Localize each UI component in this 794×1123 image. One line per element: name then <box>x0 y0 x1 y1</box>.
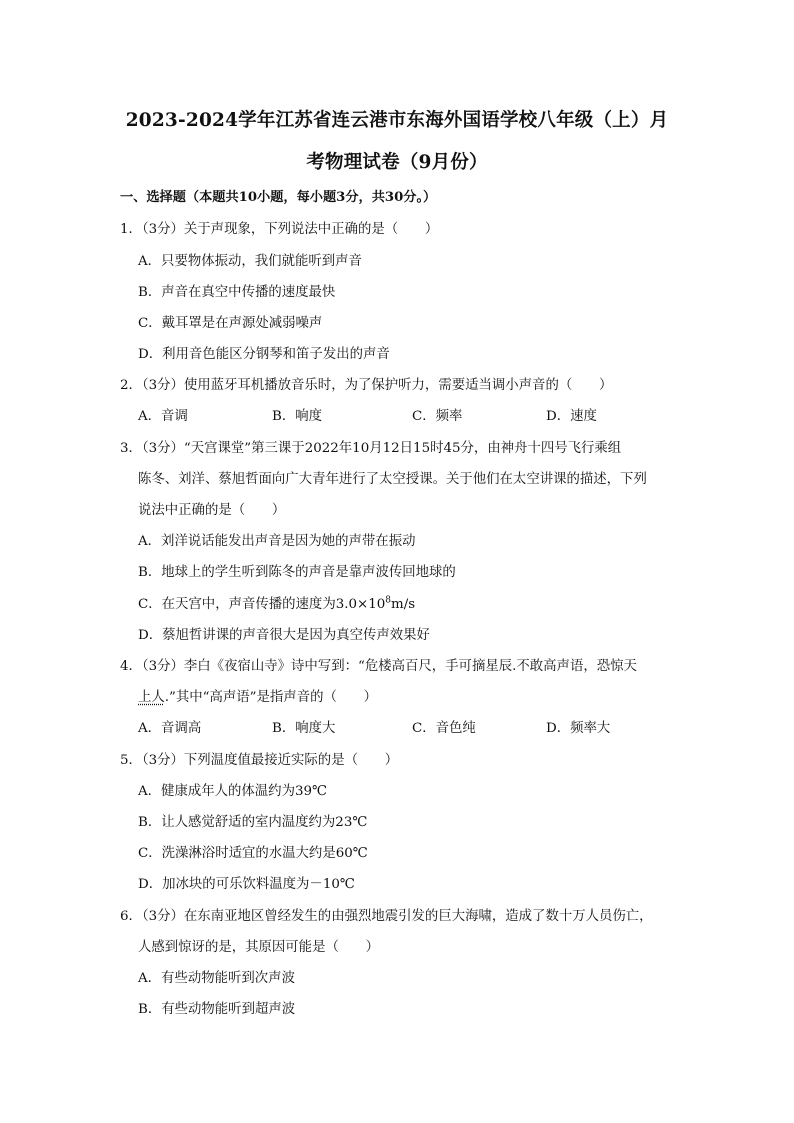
question-5-option-d: D．加冰块的可乐饮料温度为－10℃ <box>138 877 355 892</box>
question-5-stem: 5．（3分）下列温度值最接近实际的是（ ） <box>120 753 399 768</box>
question-2-option-d: D．速度 <box>546 409 597 424</box>
question-4-stem-line2 <box>138 686 377 705</box>
exam-title-line2: 考物理试卷（9月份） <box>306 152 488 173</box>
question-3-stem-line1: 3．（3分）“天宫课堂”第三课于2022年10月12日15时45分，由神舟十四号飞行乘组 <box>120 441 622 456</box>
question-3-option-c-text: C．在天宫中，声音传播的速度为3.0×10 <box>138 597 386 612</box>
question-5-option-b: B．让人感觉舒适的室内温度约为23℃ <box>138 815 368 830</box>
question-3-option-a: A．刘洋说话能发出声音是因为她的声带在振动 <box>138 534 416 549</box>
exam-title-line1: 2023-2024学年江苏省连云港市东海外国语学校八年级（上）月 <box>125 110 669 131</box>
question-2-stem: 2．（3分）使用蓝牙耳机播放音乐时，为了保护听力，需要适当调小声音的（ ） <box>120 378 613 393</box>
question-3-option-c-unit: m/s <box>391 597 416 612</box>
question-4-stem-emphasis: 上人 <box>138 690 165 705</box>
question-2-option-b: B．响度 <box>272 409 323 424</box>
question-6-option-b: B．有些动物能听到超声波 <box>138 1002 296 1017</box>
question-6-option-a: A．有些动物能听到次声波 <box>138 971 295 986</box>
question-2-option-c: C．频率 <box>412 409 463 424</box>
question-5-option-c: C．洗澡淋浴时适宜的水温大约是60℃ <box>138 846 368 861</box>
question-3-option-c-exponent: 8 <box>385 595 392 606</box>
question-1-option-c: C．戴耳罩是在声源处减弱噪声 <box>138 316 323 331</box>
question-4-option-d: D．频率大 <box>546 721 611 736</box>
question-4-option-a: A．音调高 <box>138 721 202 736</box>
question-3-option-c <box>138 593 415 612</box>
question-4-option-b: B．响度大 <box>272 721 336 736</box>
question-5-option-a: A．健康成年人的体温约为39℃ <box>138 784 327 799</box>
question-3-stem-line2: 陈冬、刘洋、蔡旭哲面向广大青年进行了太空授课。关于他们在太空讲课的描述，下列 <box>138 472 647 487</box>
question-4-option-c: C．音色纯 <box>412 721 476 736</box>
question-1-option-d: D．利用音色能区分钢琴和笛子发出的声音 <box>138 347 390 362</box>
question-3-option-b: B．地球上的学生听到陈冬的声音是靠声波传回地球的 <box>138 565 456 580</box>
section-heading: 一、选择题（本题共10小题，每小题3分，共30分。） <box>120 190 437 205</box>
question-6-stem-line1: 6．（3分）在东南亚地区曾经发生的由强烈地震引发的巨大海啸，造成了数十万人员伤亡， <box>120 909 653 924</box>
question-4-stem-rest: .”其中“高声语”是指声音的（ ） <box>164 690 378 705</box>
question-1-option-b: B．声音在真空中传播的速度最快 <box>138 285 336 300</box>
question-4-stem-line1: 4．（3分）李白《夜宿山寺》诗中写到：“危楼高百尺，手可摘星辰.不敢高声语，恐惊天 <box>120 659 637 674</box>
question-1-option-a: A．只要物体振动，我们就能听到声音 <box>138 254 362 269</box>
question-3-stem-line3: 说法中正确的是（ ） <box>138 503 286 518</box>
question-1-stem: 1．（3分）关于声现象，下列说法中正确的是（ ） <box>120 222 439 237</box>
question-3-option-d: D．蔡旭哲讲课的声音很大是因为真空传声效果好 <box>138 628 430 643</box>
question-6-stem-line2: 人感到惊讶的是，其原因可能是（ ） <box>138 940 380 955</box>
question-2-option-a: A．音调 <box>138 409 188 424</box>
